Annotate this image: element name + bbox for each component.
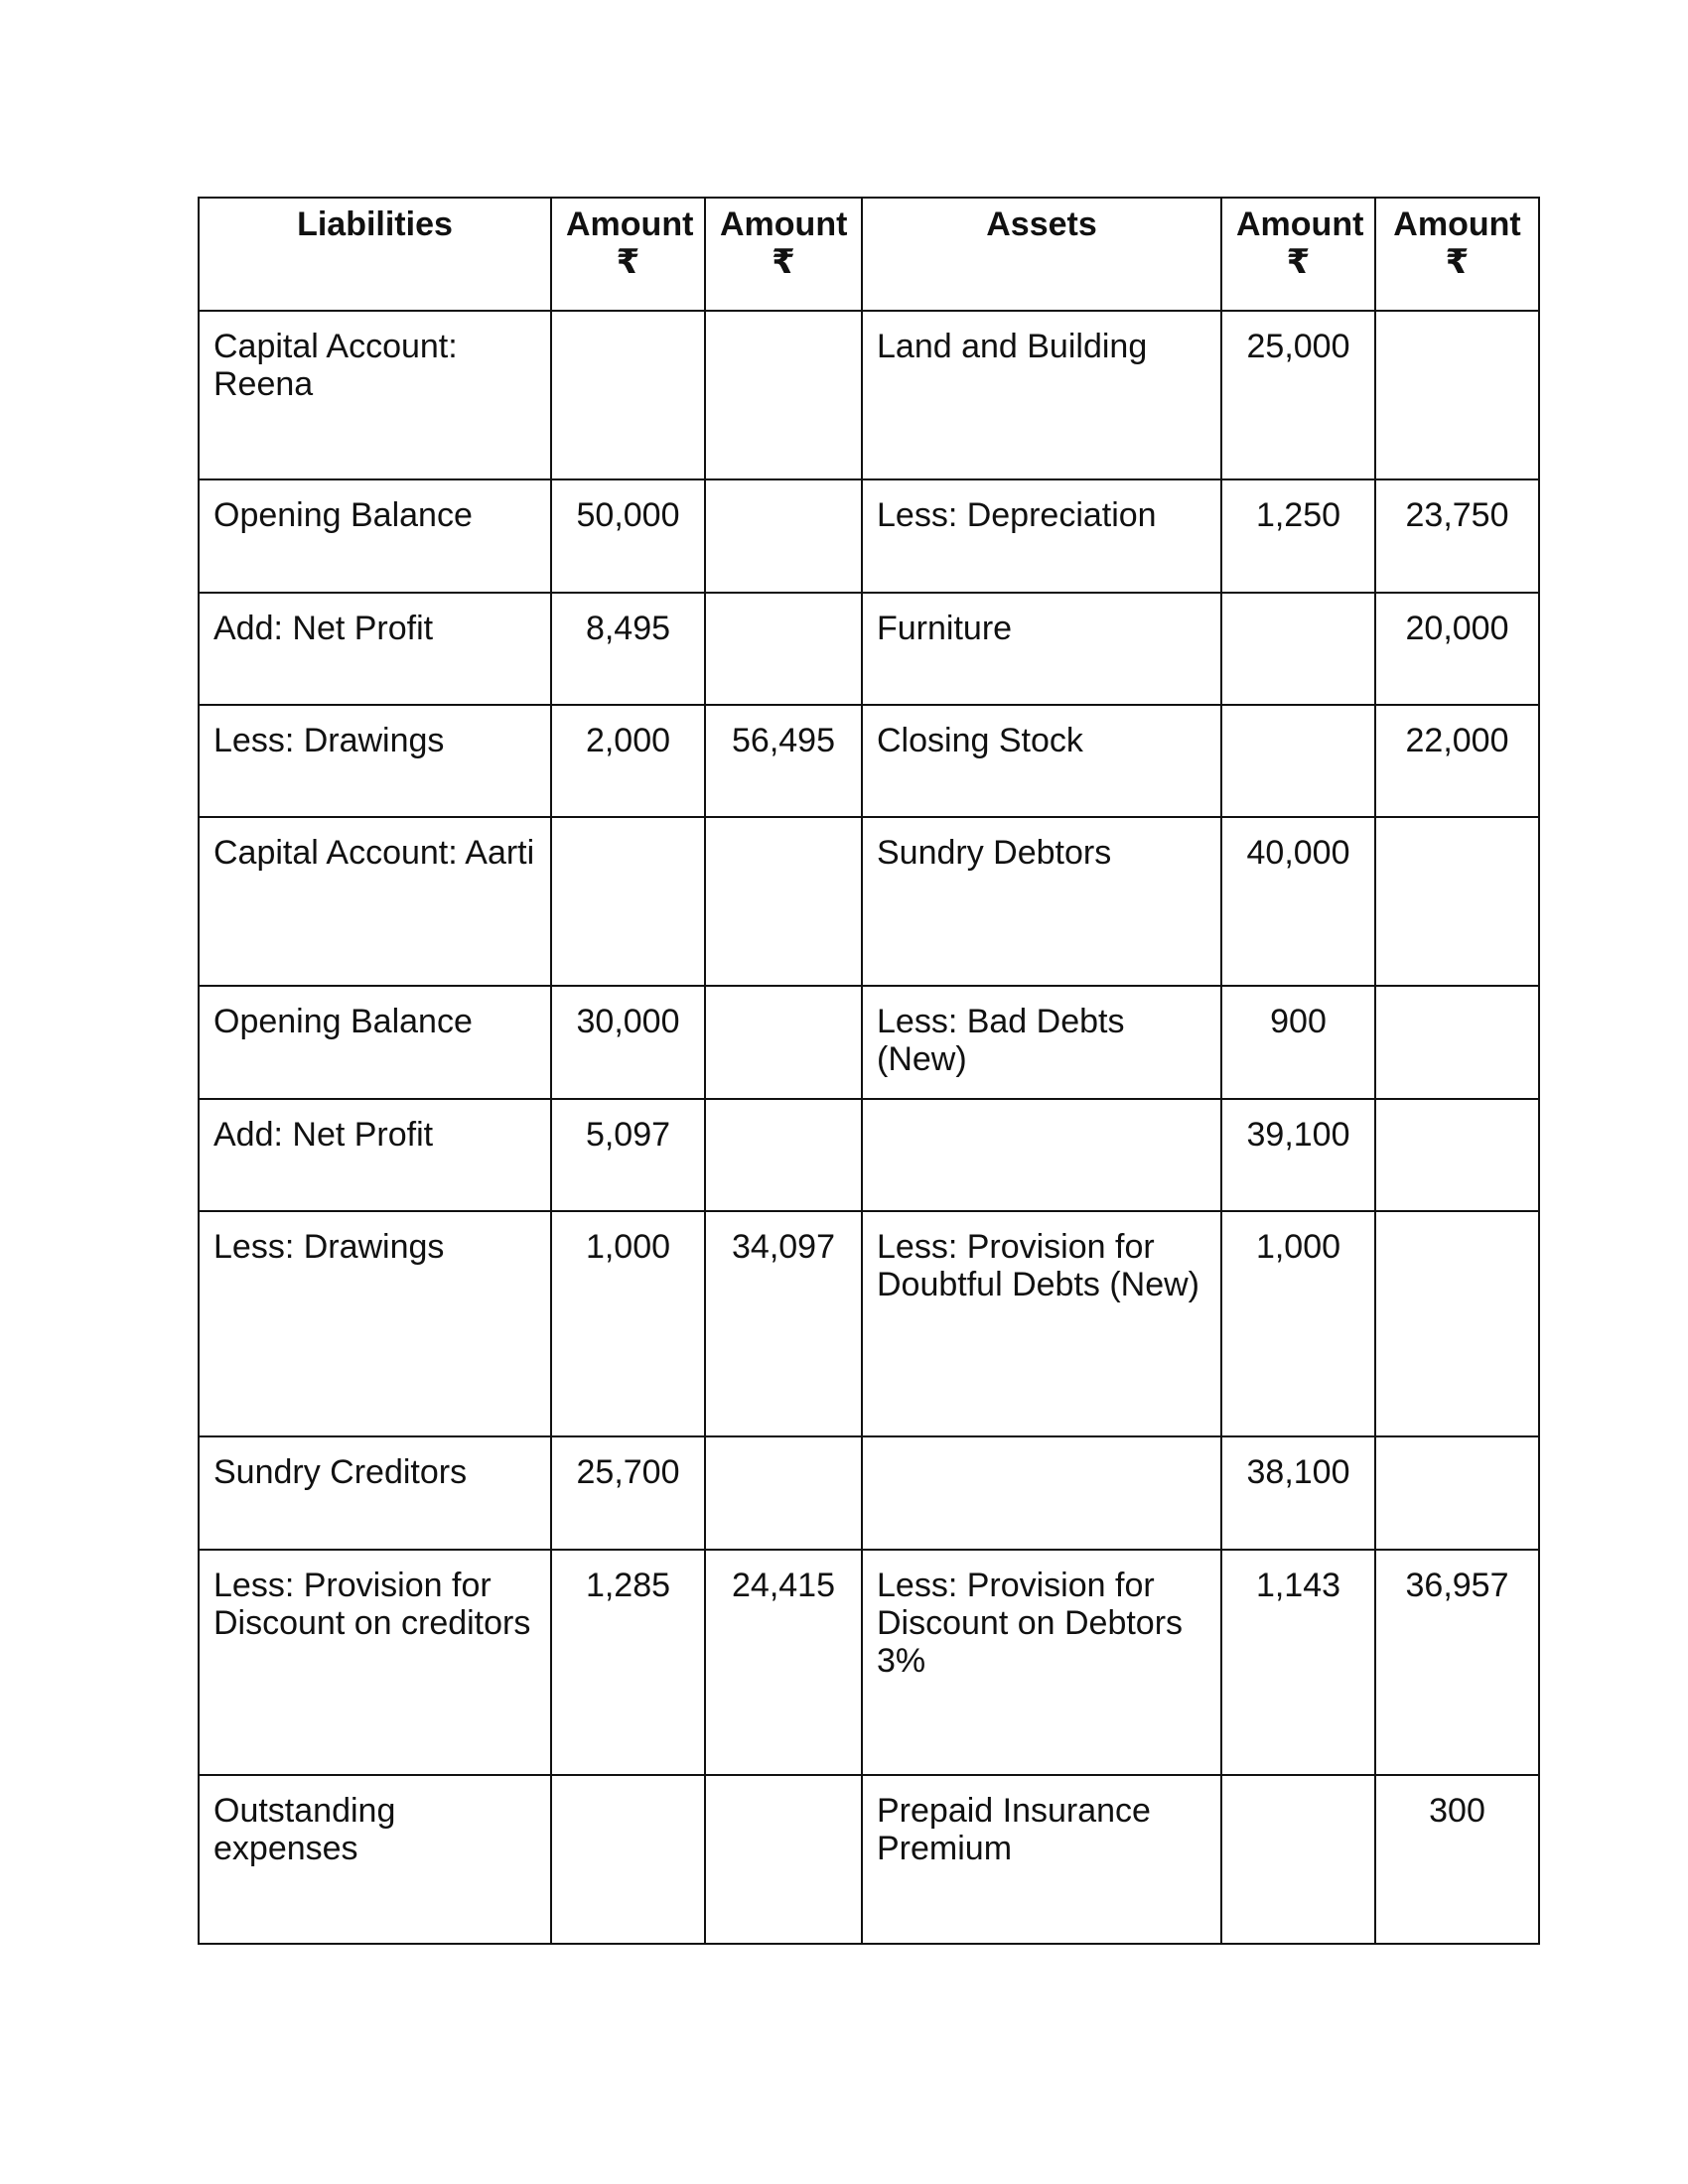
asset-amount-2-cell (1375, 1099, 1539, 1211)
balance-sheet-body (199, 311, 1539, 1944)
table-row (199, 1099, 1539, 1211)
liability-description-cell: Less: Provision for Discount on creditors (199, 1550, 551, 1775)
liability-amount-1-cell (551, 817, 705, 986)
liability-amount-2-cell (705, 593, 862, 705)
header-currency: ₹ (1286, 243, 1311, 281)
header-amount-2 (705, 198, 862, 311)
asset-description-cell (862, 1099, 1221, 1211)
liability-amount-2-cell (705, 1775, 862, 1944)
asset-amount-2-cell (1375, 986, 1539, 1099)
asset-amount-2-cell: 22,000 (1375, 705, 1539, 817)
asset-description-cell: Less: Depreciation (862, 479, 1221, 593)
header-title: Amount (720, 205, 848, 243)
asset-description-cell: Less: Bad Debts (New) (862, 986, 1221, 1099)
header-row (199, 198, 1539, 311)
liability-description-cell: Add: Net Profit (199, 1099, 551, 1211)
asset-amount-2-cell: 20,000 (1375, 593, 1539, 705)
asset-amount-2-cell: 23,750 (1375, 479, 1539, 593)
asset-amount-1-cell: 25,000 (1221, 311, 1375, 479)
header-title: Amount (1236, 205, 1364, 243)
liability-amount-1-cell: 1,000 (551, 1211, 705, 1436)
asset-amount-1-cell: 1,143 (1221, 1550, 1375, 1775)
liability-description-cell: Sundry Creditors (199, 1436, 551, 1550)
asset-description-cell: Less: Provision for Discount on Debtors 3% (862, 1550, 1221, 1775)
asset-description-cell: Sundry Debtors (862, 817, 1221, 986)
liability-amount-1-cell (551, 1775, 705, 1944)
header-title: Assets (986, 205, 1097, 243)
header-title: Amount (1393, 205, 1521, 243)
table-row (199, 986, 1539, 1099)
header-currency: ₹ (772, 243, 795, 281)
header-currency: ₹ (616, 243, 640, 281)
header-currency: ₹ (1445, 243, 1470, 281)
asset-description-cell (862, 1436, 1221, 1550)
table-row (199, 817, 1539, 986)
asset-amount-2-cell: 300 (1375, 1775, 1539, 1944)
liability-description-cell: Less: Drawings (199, 705, 551, 817)
liability-amount-2-cell (705, 1099, 862, 1211)
liability-amount-2-cell: 24,415 (705, 1550, 862, 1775)
asset-amount-2-cell (1375, 311, 1539, 479)
liability-amount-1-cell: 30,000 (551, 986, 705, 1099)
table-row (199, 593, 1539, 705)
asset-amount-1-cell: 39,100 (1221, 1099, 1375, 1211)
liability-amount-1-cell: 8,495 (551, 593, 705, 705)
liability-amount-1-cell: 50,000 (551, 479, 705, 593)
liability-amount-1-cell (551, 311, 705, 479)
table-row (199, 1211, 1539, 1436)
liability-description-cell: Capital Account: Aarti (199, 817, 551, 986)
liability-amount-2-cell (705, 1436, 862, 1550)
asset-amount-1-cell: 1,250 (1221, 479, 1375, 593)
table-row (199, 311, 1539, 479)
liability-amount-1-cell: 2,000 (551, 705, 705, 817)
asset-description-cell: Prepaid Insurance Premium (862, 1775, 1221, 1944)
liability-description-cell: Opening Balance (199, 986, 551, 1099)
liability-amount-2-cell (705, 986, 862, 1099)
liability-amount-1-cell: 1,285 (551, 1550, 705, 1775)
liability-description-cell: Capital Account: Reena (199, 311, 551, 479)
liability-description-cell: Outstanding expenses (199, 1775, 551, 1944)
asset-amount-2-cell (1375, 1436, 1539, 1550)
asset-description-cell: Furniture (862, 593, 1221, 705)
table-row (199, 1775, 1539, 1944)
asset-amount-1-cell (1221, 1775, 1375, 1944)
table-row (199, 479, 1539, 593)
liability-amount-1-cell: 25,700 (551, 1436, 705, 1550)
liability-description-cell: Less: Drawings (199, 1211, 551, 1436)
asset-description-cell: Less: Provision for Doubtful Debts (New) (862, 1211, 1221, 1436)
liability-description-cell: Opening Balance (199, 479, 551, 593)
asset-amount-2-cell (1375, 817, 1539, 986)
header-amount-3 (1221, 198, 1375, 311)
header-title: Amount (566, 205, 694, 243)
asset-amount-1-cell (1221, 705, 1375, 817)
liability-amount-2-cell (705, 817, 862, 986)
header-amount-1 (551, 198, 705, 311)
liability-amount-2-cell (705, 479, 862, 593)
asset-amount-1-cell (1221, 593, 1375, 705)
balance-sheet-table (198, 197, 1540, 1945)
header-amount-4 (1375, 198, 1539, 311)
asset-description-cell: Land and Building (862, 311, 1221, 479)
header-title: Liabilities (297, 205, 453, 243)
asset-description-cell: Closing Stock (862, 705, 1221, 817)
liability-description-cell: Add: Net Profit (199, 593, 551, 705)
header-liabilities (199, 198, 551, 311)
asset-amount-1-cell: 900 (1221, 986, 1375, 1099)
asset-amount-1-cell: 40,000 (1221, 817, 1375, 986)
asset-amount-2-cell (1375, 1211, 1539, 1436)
liability-amount-2-cell (705, 311, 862, 479)
liability-amount-2-cell: 56,495 (705, 705, 862, 817)
liability-amount-1-cell: 5,097 (551, 1099, 705, 1211)
liability-amount-2-cell: 34,097 (705, 1211, 862, 1436)
header-assets (862, 198, 1221, 311)
table-row (199, 1436, 1539, 1550)
table-row (199, 1550, 1539, 1775)
asset-amount-1-cell: 38,100 (1221, 1436, 1375, 1550)
asset-amount-1-cell: 1,000 (1221, 1211, 1375, 1436)
table-row (199, 705, 1539, 817)
asset-amount-2-cell: 36,957 (1375, 1550, 1539, 1775)
